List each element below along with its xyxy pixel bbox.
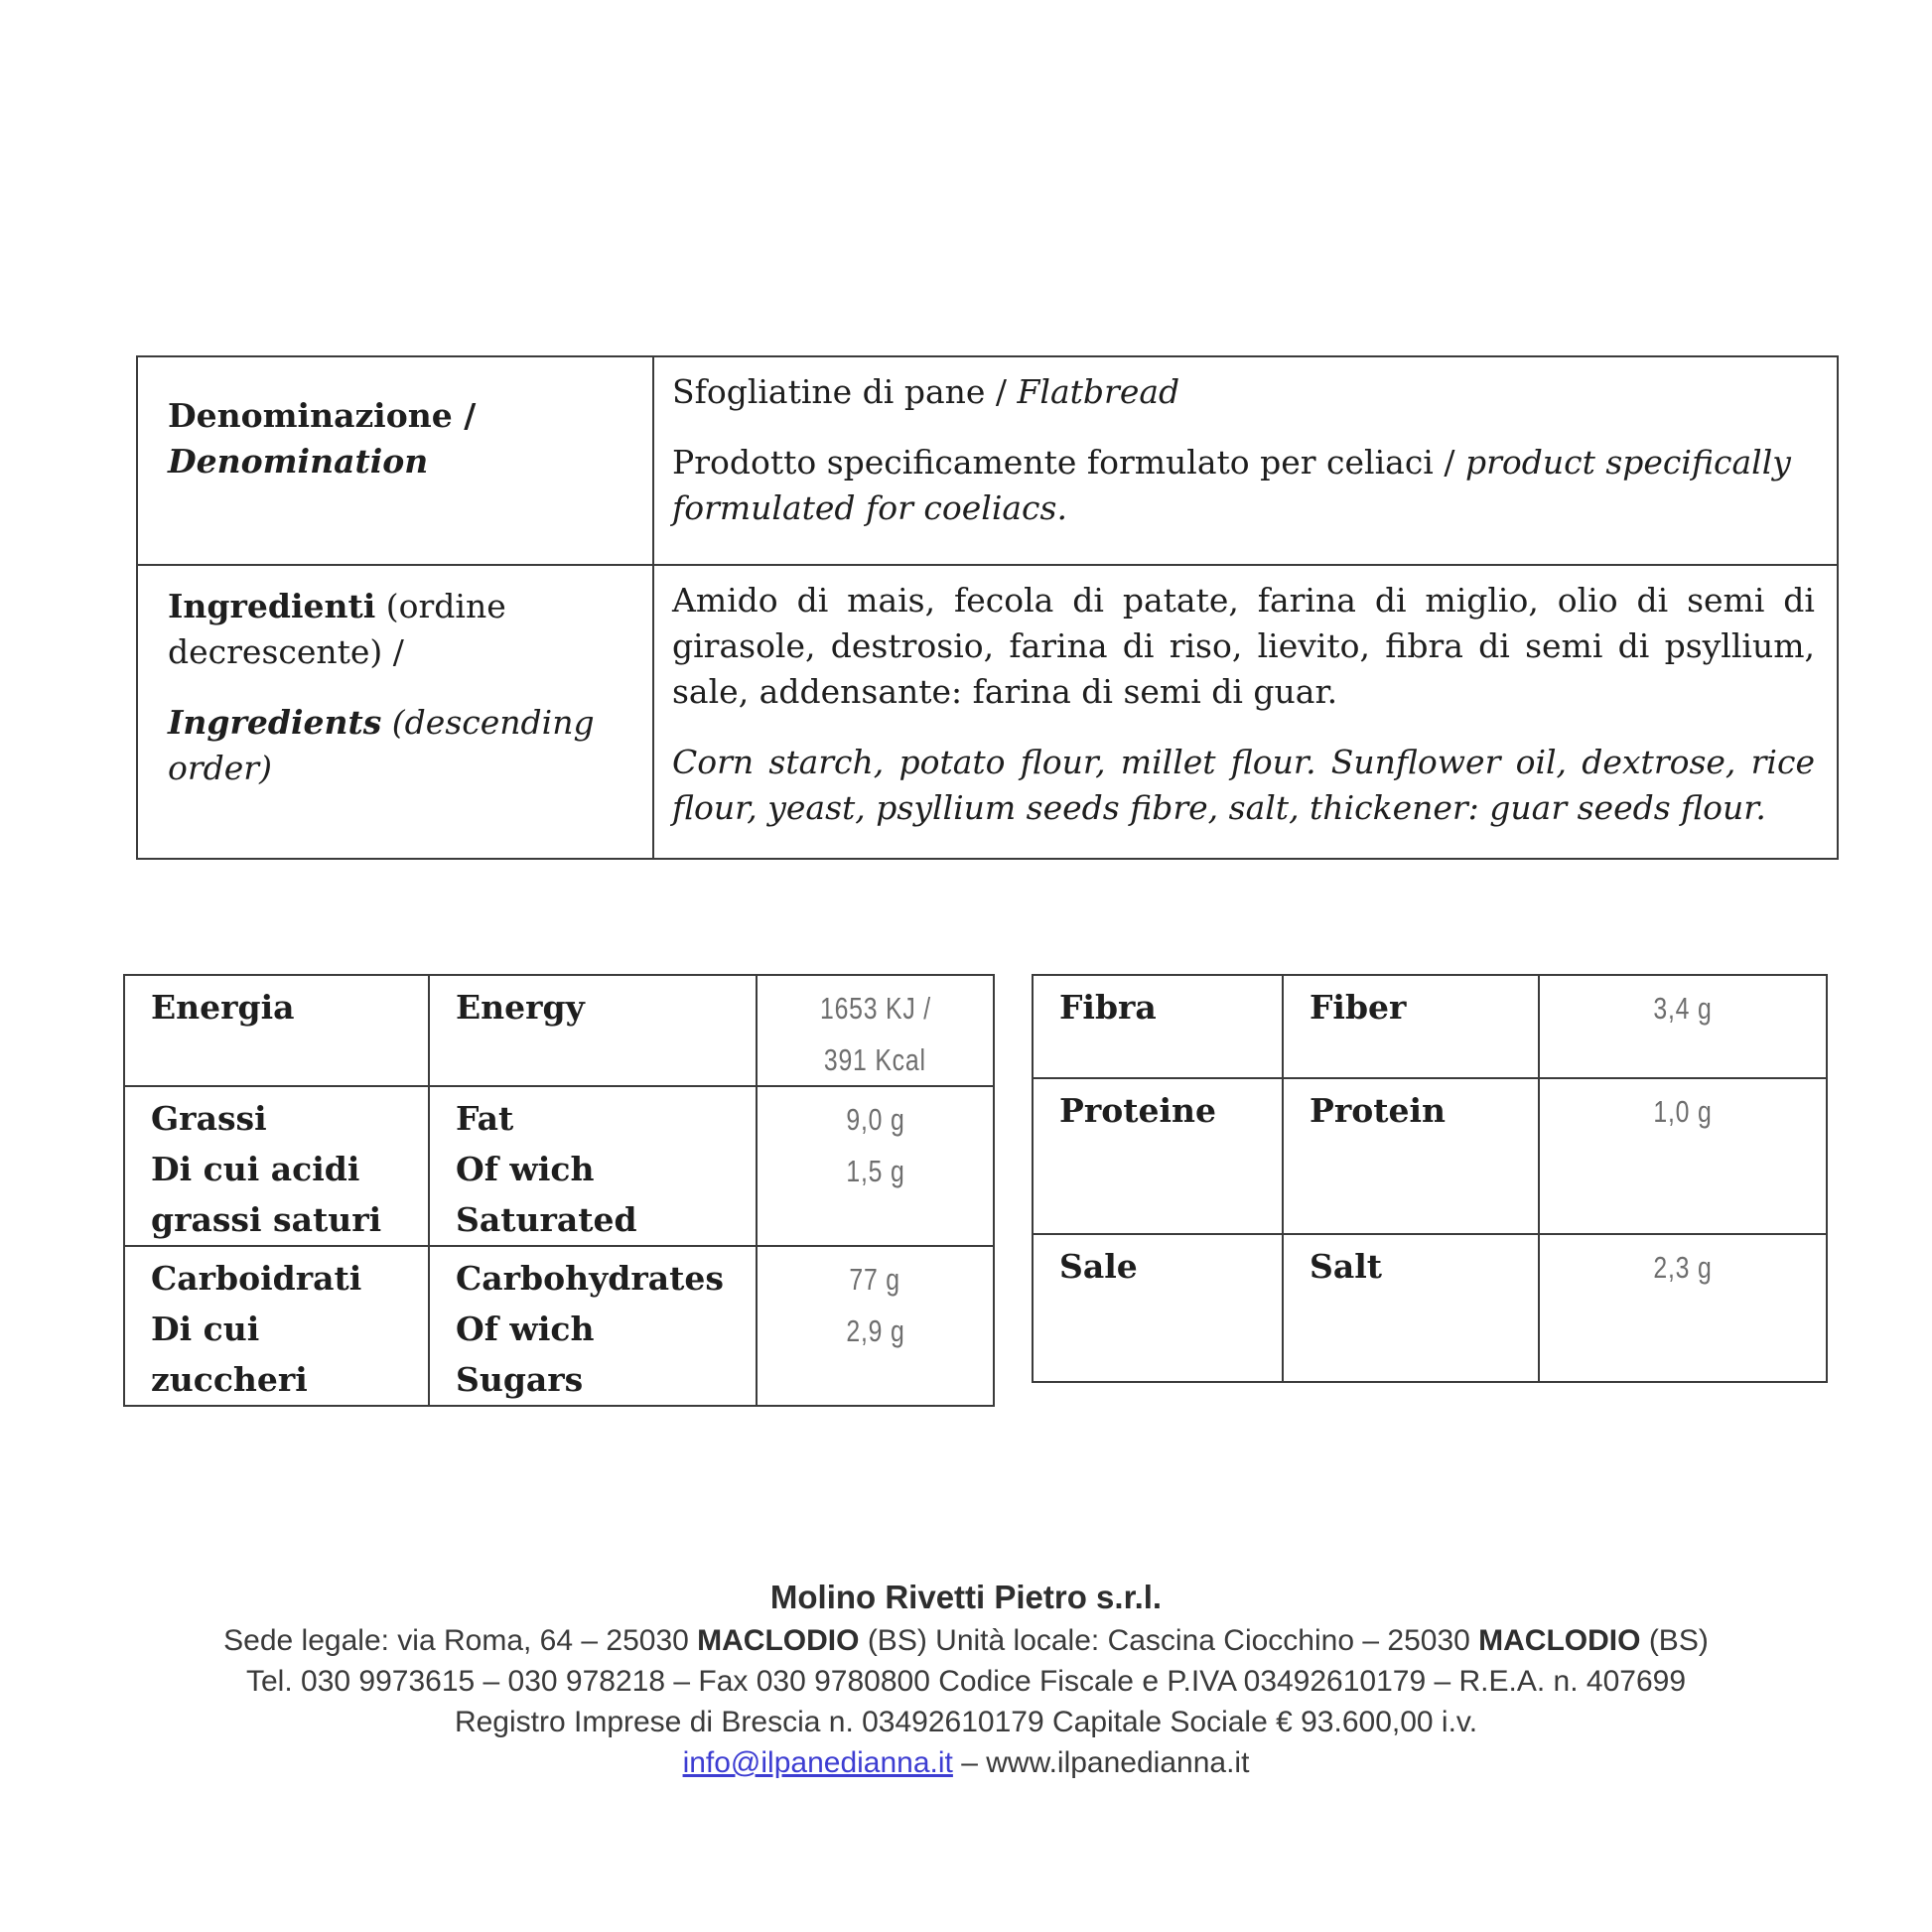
fiber-label-en: Fiber	[1283, 975, 1539, 1078]
footer-registry-line: Registro Imprese di Brescia n. 03492610179 Capitale Sociale € 93.600,00 i.v.	[454, 1706, 1478, 1738]
label-ingredienti-it: Ingredienti (ordine decrescente) /	[168, 587, 506, 671]
denominazione-value-cell	[653, 356, 1838, 565]
table-row-fat	[124, 1086, 994, 1246]
protein-label-it: Proteine	[1033, 1078, 1283, 1234]
label-ingredienti-en: Ingredients (descending order)	[168, 703, 595, 787]
fiber-value: 3,4 g	[1539, 975, 1827, 1078]
carbs-value: 77 g 2,9 g	[757, 1246, 994, 1406]
product-claim	[672, 440, 1815, 531]
energy-value: 1653 KJ / 391 Kcal	[757, 975, 994, 1086]
nutrition-table-left	[123, 974, 995, 1407]
product-claim-it: Prodotto specificamente formulato per celiaci /	[672, 443, 1465, 482]
fat-label-it: Grassi Di cui acidi grassi saturi	[124, 1086, 429, 1246]
row-ingredienti	[137, 565, 1838, 859]
carbs-label-en: Carbohydrates Of wich Sugars	[429, 1246, 757, 1406]
product-name-en: Flatbread	[1017, 372, 1180, 411]
footer-contacts-line	[0, 1742, 1932, 1783]
denominazione-label-cell	[137, 356, 653, 565]
row-denominazione	[137, 356, 1838, 565]
energy-label-it: Energia	[124, 975, 429, 1086]
label-denominazione-en: Denomination	[168, 442, 429, 481]
website-text: – www.ilpanedianna.it	[952, 1746, 1250, 1779]
salt-label-it: Sale	[1033, 1234, 1283, 1382]
table-row-carbohydrates	[124, 1246, 994, 1406]
nutrition-table-right	[1032, 974, 1828, 1383]
spec-table	[136, 355, 1839, 860]
product-claim-en: product specifically formulated for coeliacs.	[672, 443, 1791, 527]
energy-label-en: Energy	[429, 975, 757, 1086]
product-name-it: Sfogliatine di pane /	[672, 372, 1018, 411]
product-name	[672, 369, 1815, 415]
table-row-fiber	[1033, 975, 1827, 1078]
fat-value: 9,0 g 1,5 g	[757, 1086, 994, 1246]
footer	[0, 1575, 1932, 1783]
protein-value: 1,0 g	[1539, 1078, 1827, 1234]
table-row-salt	[1033, 1234, 1827, 1382]
company-name: Molino Rivetti Pietro s.r.l.	[769, 1579, 1163, 1615]
ingredienti-value-cell	[653, 565, 1838, 859]
footer-phone-line: Tel. 030 9973615 – 030 978218 – Fax 030 9780800 Codice Fiscale e P.IVA 03492610179 – R.E.A. n. 407699	[245, 1665, 1687, 1698]
table-row-energy	[124, 975, 994, 1086]
ingredients-list-en: Corn starch, potato flour, millet flour. Sunflower oil, dextrose, rice flour, yeast, psyllium seeds fibre, salt, thickener: guar seeds flour.	[672, 743, 1815, 827]
fat-label-en: Fat Of wich Saturated	[429, 1086, 757, 1246]
ingredienti-label-cell	[137, 565, 653, 859]
salt-value: 2,3 g	[1539, 1234, 1827, 1382]
ingredients-list-it: Amido di mais, fecola di patate, farina di miglio, olio di semi di girasole, destrosio, farina di riso, lievito, fibra di semi di psyllium, sale, addensante: farina di semi di guar.	[672, 581, 1815, 711]
label-denominazione-it: Denominazione /	[168, 396, 477, 435]
footer-address-line: Sede legale: via Roma, 64 – 25030 MACLODIO (BS) Unità locale: Cascina Ciocchino – 25030 MACLODIO (BS)	[223, 1624, 1709, 1657]
carbs-label-it: Carboidrati Di cui zuccheri	[124, 1246, 429, 1406]
email-link[interactable]: info@ilpanedianna.it	[682, 1746, 953, 1779]
table-row-protein	[1033, 1078, 1827, 1234]
protein-label-en: Protein	[1283, 1078, 1539, 1234]
salt-label-en: Salt	[1283, 1234, 1539, 1382]
fiber-label-it: Fibra	[1033, 975, 1283, 1078]
